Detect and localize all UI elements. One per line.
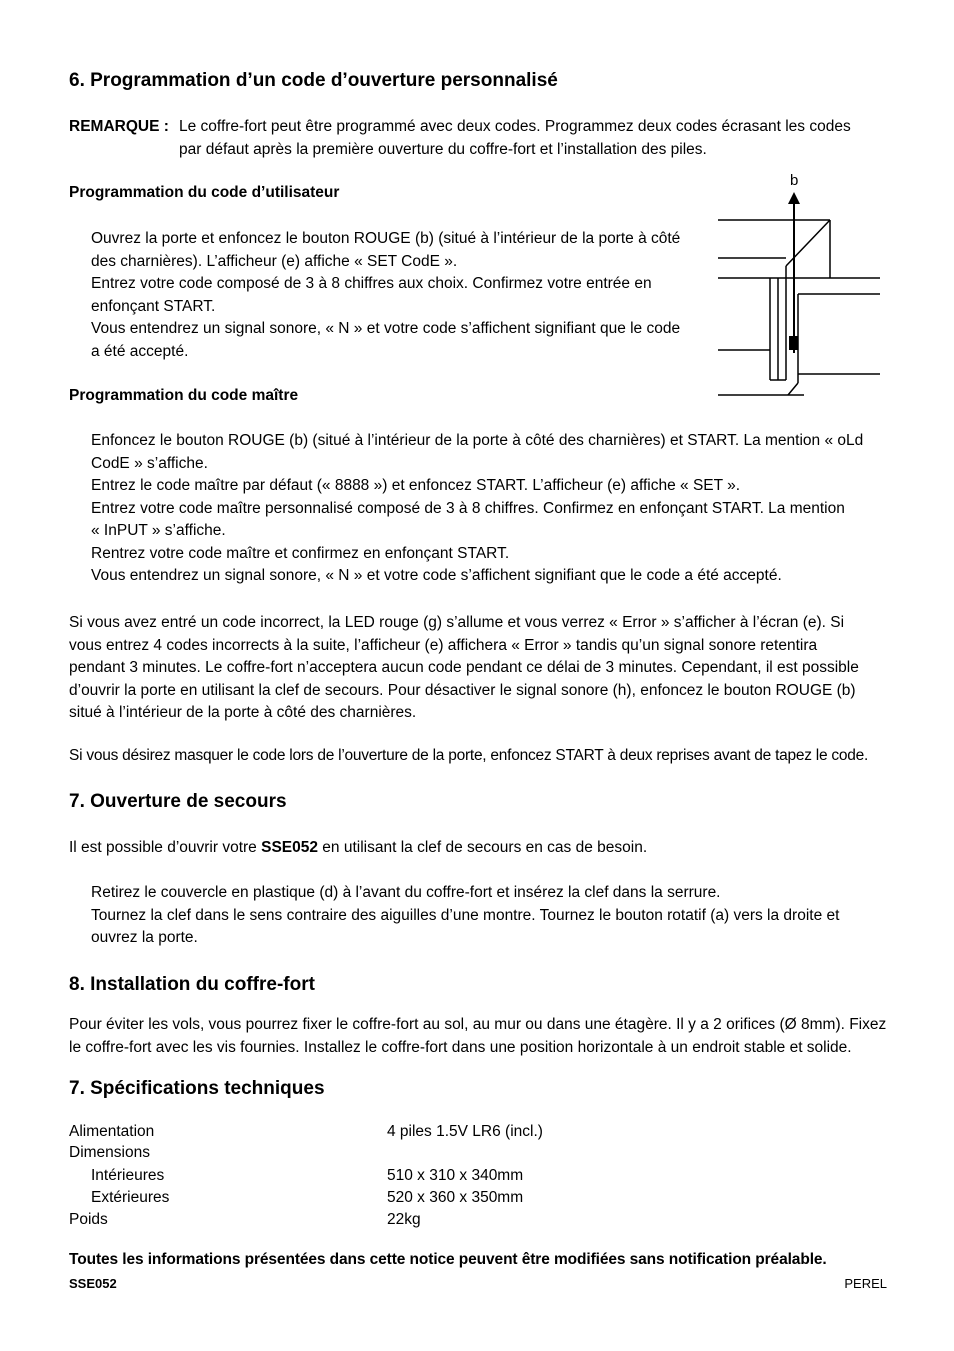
spec-key: Poids <box>69 1211 108 1228</box>
spec-row <box>69 1121 887 1143</box>
spec-row <box>69 1187 887 1209</box>
user-code-line: enfonçant START. <box>91 297 216 315</box>
installation-paragraph <box>69 1014 887 1059</box>
remark-line: Le coffre-fort peut être programmé avec deux codes. Programmez deux codes écrasant les codes <box>179 118 851 135</box>
remark-label: REMARQUE : <box>69 118 169 135</box>
model-name: SSE052 <box>261 839 318 856</box>
user-code-line: Vous entendrez un signal sonore, « N » et votre code s’affichent signifiant que le code <box>91 320 681 337</box>
diagram-line <box>788 383 798 395</box>
mask-code-paragraph: Si vous désirez masquer le code lors de l’ouverture de la porte, enfoncez START à deux reprises avant de tapez le code. <box>69 747 869 764</box>
paragraph-line: situé à l’intérieur de la porte à côté des charnières. <box>69 704 417 721</box>
emergency-steps <box>69 882 887 950</box>
paragraph-line: pendant 3 minutes. Le coffre-fort n’acceptera aucun code pendant ce délai de 3 minutes. Cependant, il est possible <box>69 659 859 676</box>
arrow-head-icon <box>788 192 800 204</box>
emergency-intro <box>69 837 887 860</box>
section-8-heading: 8. Installation du coffre-fort <box>69 974 315 995</box>
diagram-line <box>786 220 830 266</box>
spec-key: Alimentation <box>69 1123 155 1140</box>
paragraph-line: vous entrez 4 codes incorrects à la suite, l’afficheur (e) affichera « Error » tandis qu’un signal sonore retentira <box>69 636 818 654</box>
remark-line: par défaut après la première ouverture du coffre-fort et l’installation des piles. <box>179 140 707 158</box>
spec-row <box>69 1165 887 1187</box>
user-code-line: a été accepté. <box>91 342 189 360</box>
red-button-icon <box>789 336 798 350</box>
section-7-specs-heading: 7. Spécifications techniques <box>69 1078 325 1099</box>
spec-key: Dimensions <box>69 1144 150 1161</box>
spec-key: Extérieures <box>91 1189 170 1206</box>
footer-model: SSE052 <box>69 1276 117 1291</box>
section-7-emergency-heading: 7. Ouverture de secours <box>69 791 287 812</box>
spec-value: 4 piles 1.5V LR6 (incl.) <box>387 1123 543 1140</box>
footer-brand: PEREL <box>844 1276 887 1291</box>
master-code-heading: Programmation du code maître <box>69 387 299 404</box>
remark-block <box>69 116 887 162</box>
remark-text <box>179 116 879 161</box>
user-code-line: des charnières). L’afficheur (e) affiche « SET CodE ». <box>91 252 458 270</box>
installation-line: Pour éviter les vols, vous pourrez fixer le coffre-fort au sol, au mur ou dans une étagère. Il y a 2 orifices (Ø 8mm). Fixez <box>69 1016 887 1033</box>
paragraph-line: d’ouvrir la porte en utilisant la clef de secours. Pour désactiver le signal sonore (h), enfoncez le bouton ROUGE (b) <box>69 681 856 699</box>
user-code-steps <box>69 228 711 363</box>
paragraph-line: Si vous avez entré un code incorrect, la LED rouge (g) s’allume et vous verrez « Error » s’afficher à l’écran (e). Si <box>69 614 845 631</box>
user-code-heading: Programmation du code d’utilisateur <box>69 184 340 201</box>
change-notice: Toutes les informations présentées dans cette notice peuvent être modifiées sans notification préalable. <box>69 1251 827 1268</box>
master-code-line: Rentrez votre code maître et confirmez en enfonçant START. <box>91 544 510 562</box>
intro-text: Il est possible d’ouvrir votre <box>69 839 262 856</box>
spec-row <box>69 1209 887 1231</box>
intro-text: en utilisant la clef de secours en cas de besoin. <box>318 839 648 856</box>
red-button-diagram <box>712 168 884 400</box>
user-code-line: Ouvrez la porte et enfoncez le bouton ROUGE (b) (situé à l’intérieur de la porte à côté <box>91 230 681 247</box>
master-code-line: Entrez le code maître par défaut (« 8888 ») et enfoncez START. L’afficheur (e) affiche « SET ». <box>91 477 741 494</box>
user-code-line: Entrez votre code composé de 3 à 8 chiffres aux choix. Confirmez votre entrée en <box>91 275 652 292</box>
spec-row <box>69 1142 887 1164</box>
master-code-line: Vous entendrez un signal sonore, « N » et votre code s’affichent signifiant que le code a été accepté. <box>91 567 782 584</box>
master-code-line: Entrez votre code maître personnalisé composé de 3 à 8 chiffres. Confirmez en enfonçant START. La mention <box>91 499 845 517</box>
spec-value: 510 x 310 x 340mm <box>387 1167 524 1184</box>
master-code-line: « InPUT » s’affiche. <box>91 522 226 539</box>
emergency-line: Tournez la clef dans le sens contraire des aiguilles d’une montre. Tournez le bouton rotatif (a) vers la droite et <box>91 906 840 924</box>
spec-key: Intérieures <box>91 1167 165 1184</box>
master-code-line: CodE » s’affiche. <box>91 454 208 472</box>
installation-line: le coffre-fort avec les vis fournies. Installez le coffre-fort dans une position horizontale à un endroit stable et solide. <box>69 1038 852 1056</box>
section-6-heading: 6. Programmation d’un code d’ouverture personnalisé <box>69 70 558 91</box>
spec-value: 22kg <box>387 1211 421 1228</box>
spec-value: 520 x 360 x 350mm <box>387 1189 524 1206</box>
incorrect-code-paragraph <box>69 612 887 725</box>
emergency-line: ouvrez la porte. <box>91 929 198 946</box>
emergency-line: Retirez le couvercle en plastique (d) à l’avant du coffre-fort et insérez la clef dans la serrure. <box>91 884 721 901</box>
button-b-label: b <box>790 172 799 189</box>
master-code-line: Enfoncez le bouton ROUGE (b) (situé à l’intérieur de la porte à côté des charnières) et START. La mention « oLd <box>91 432 864 449</box>
specs-table <box>69 1121 887 1233</box>
master-code-steps <box>69 430 887 588</box>
